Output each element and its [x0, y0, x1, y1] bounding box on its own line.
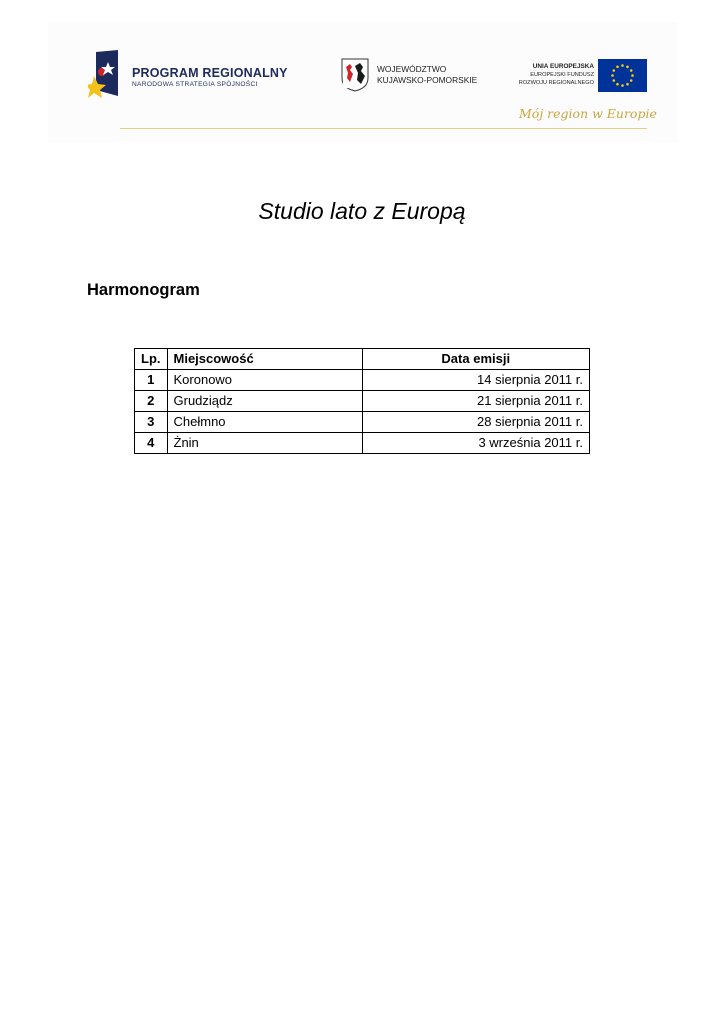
header-divider: [120, 128, 647, 129]
eu-line-3: ROZWOJU REGIONALNEGO: [518, 80, 594, 86]
row-lp: 2: [135, 391, 168, 412]
table-row: [135, 370, 590, 391]
program-regionalny-logo: [88, 50, 124, 102]
region-line-2: KUJAWSKO-POMORSKIE: [377, 75, 478, 85]
header-date: Data emisji: [362, 349, 590, 370]
row-date: 28 sierpnia 2011 r.: [362, 412, 590, 433]
table-header-row: [135, 349, 590, 370]
program-title: PROGRAM REGIONALNY: [132, 66, 288, 80]
program-regionalny-text: [132, 66, 288, 88]
region-coat-of-arms: [341, 58, 369, 92]
eu-line-1: UNIA EUROPEJSKA: [532, 63, 594, 70]
program-subtitle: NARODOWA STRATEGIA SPÓJNOŚCI: [132, 81, 258, 88]
table-row: [135, 412, 590, 433]
row-date: 3 września 2011 r.: [362, 433, 590, 454]
row-lp: 1: [135, 370, 168, 391]
eu-fund-text: [500, 63, 594, 87]
region-name: [377, 64, 477, 86]
eu-line-2: EUROPEJSKI FUNDUSZ: [530, 72, 594, 78]
row-lp: 3: [135, 412, 168, 433]
schedule-table: [134, 348, 590, 454]
header-city: Miejscowość: [167, 349, 362, 370]
eu-flag-icon: [598, 59, 647, 92]
motto: Mój region w Europie: [519, 106, 657, 121]
row-city: Żnin: [167, 433, 362, 454]
section-heading: Harmonogram: [87, 281, 200, 299]
document-title: Studio lato z Europą: [258, 198, 466, 224]
row-city: Grudziądz: [167, 391, 362, 412]
table-row: [135, 391, 590, 412]
table-row: [135, 433, 590, 454]
header-lp: Lp.: [135, 349, 168, 370]
row-lp: 4: [135, 433, 168, 454]
row-city: Koronowo: [167, 370, 362, 391]
row-date: 21 sierpnia 2011 r.: [362, 391, 590, 412]
row-date: 14 sierpnia 2011 r.: [362, 370, 590, 391]
region-line-1: WOJEWÓDZTWO: [377, 64, 447, 74]
row-city: Chełmno: [167, 412, 362, 433]
